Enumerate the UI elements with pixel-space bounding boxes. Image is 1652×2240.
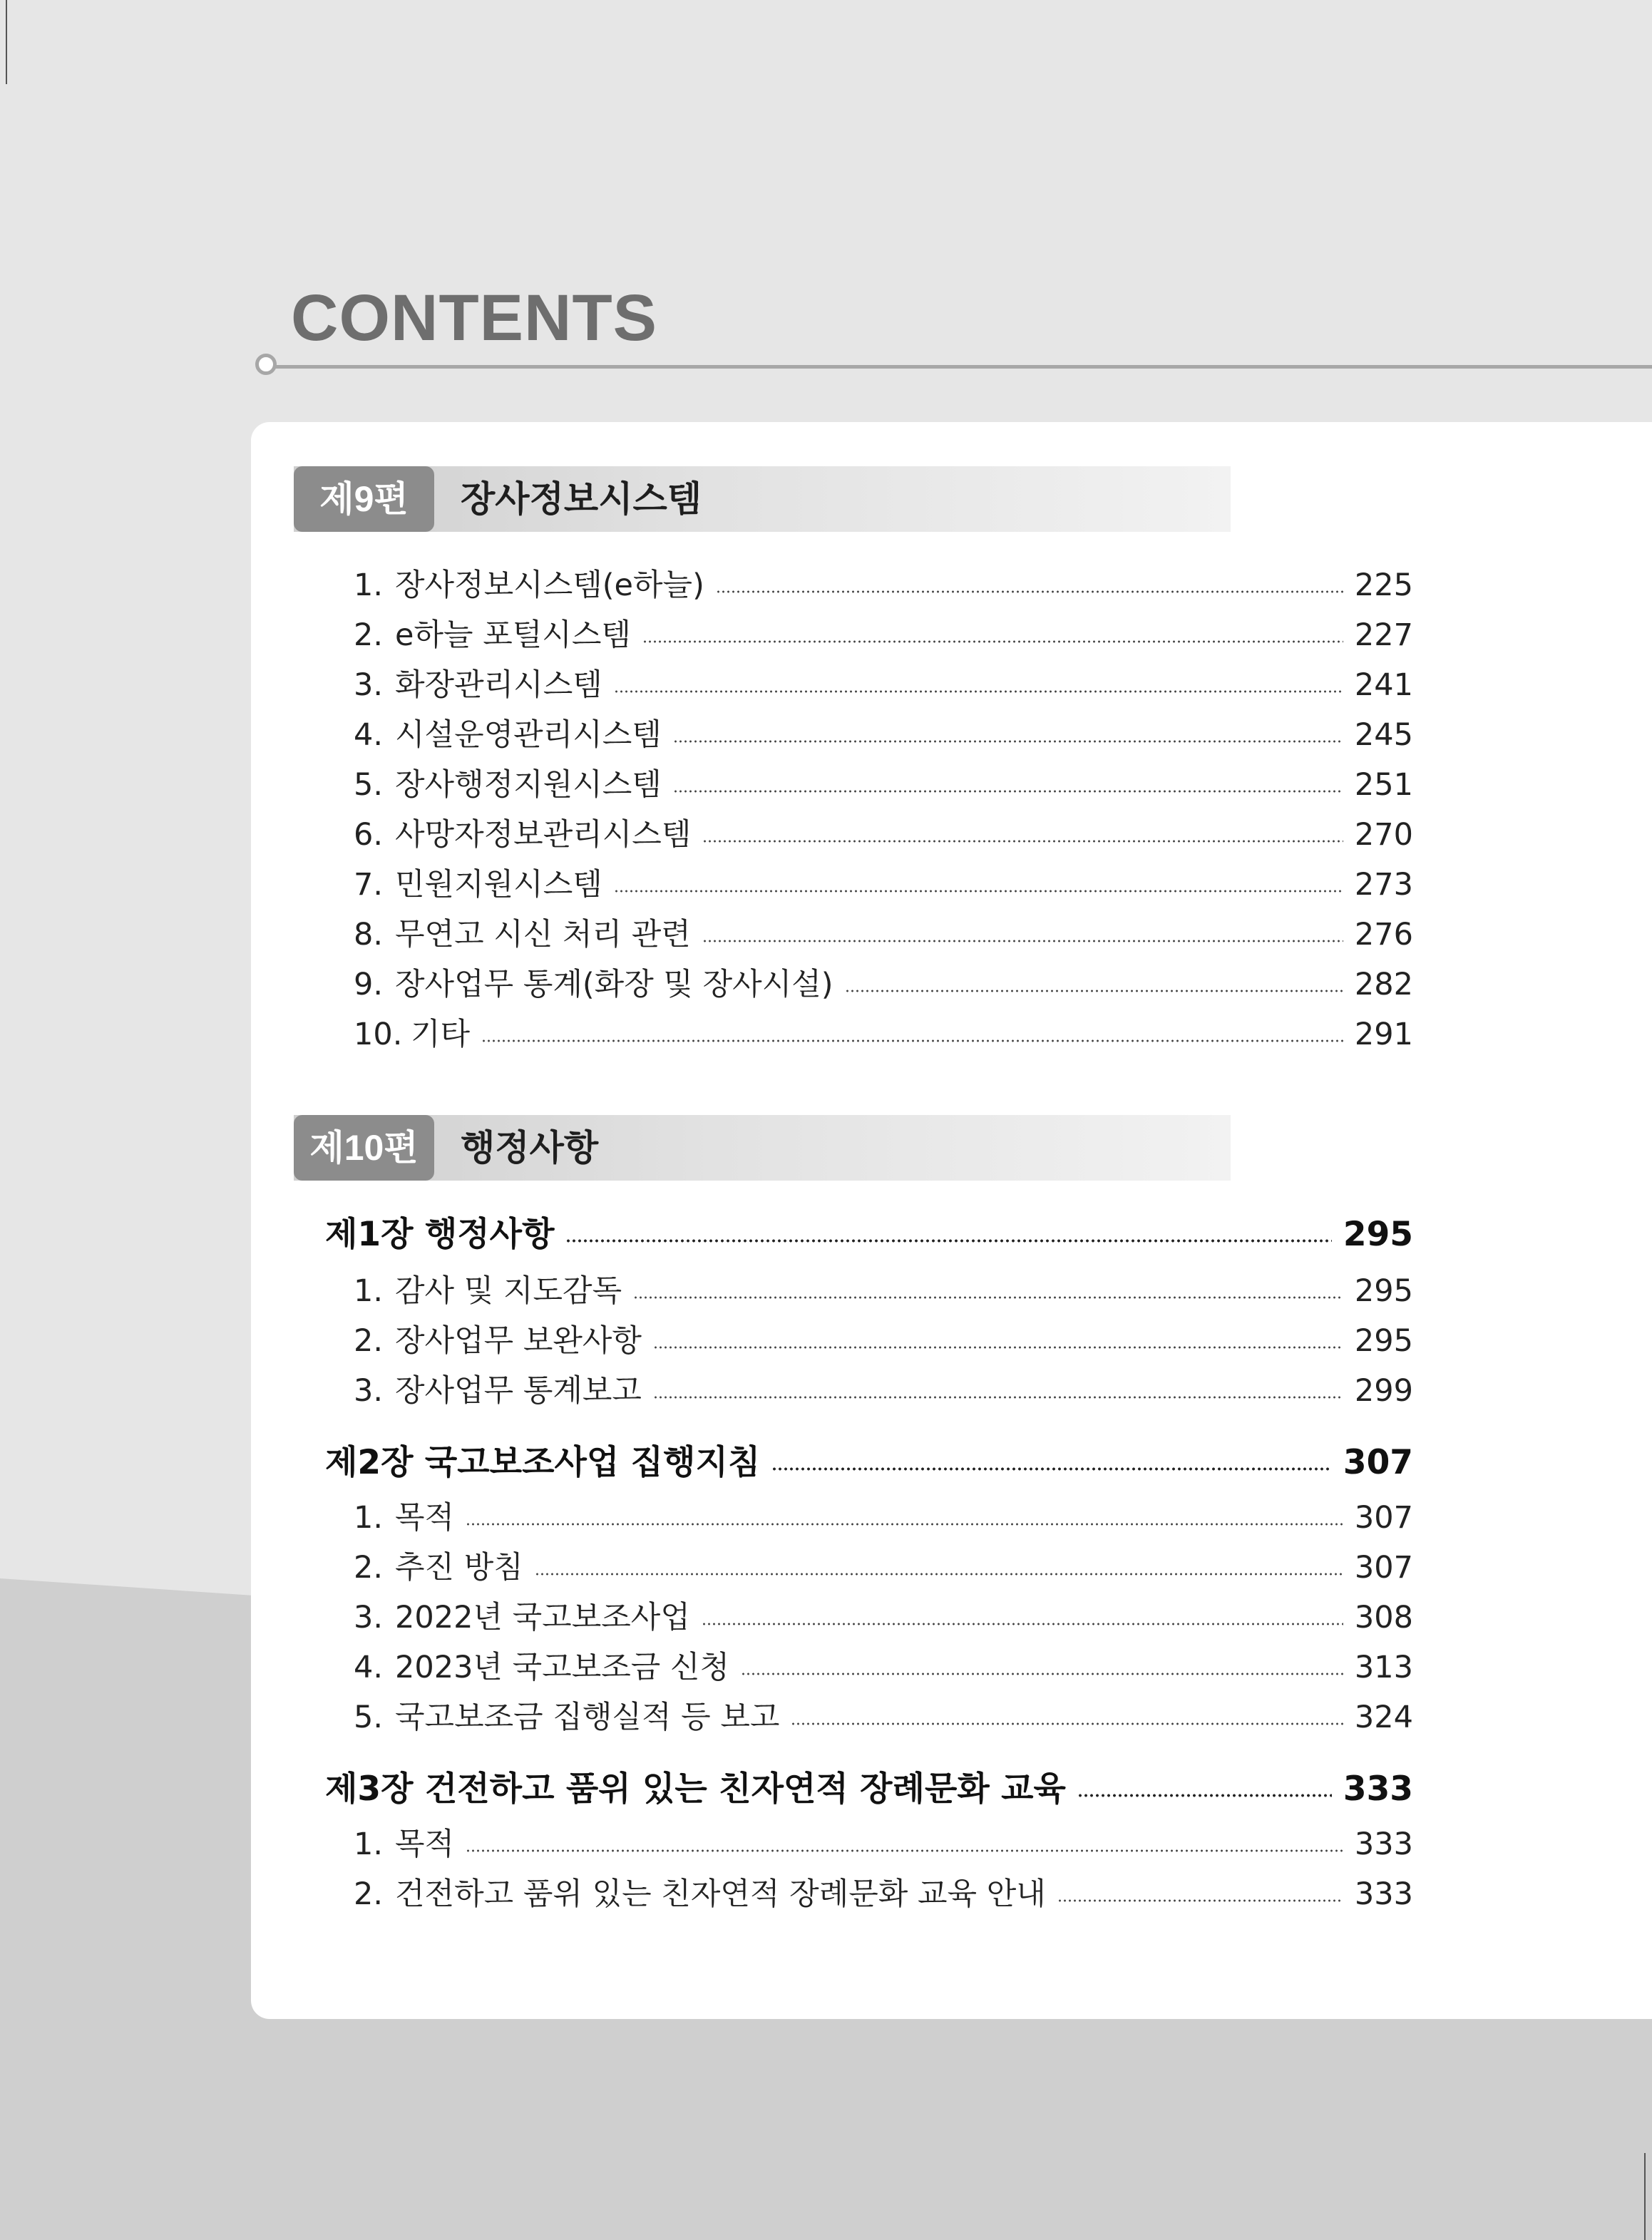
- toc-chapter-label: 제1장 행정사항: [325, 1215, 555, 1254]
- toc-item[interactable]: [354, 617, 1413, 654]
- toc-item-label: 감사 및 지도감독: [395, 1273, 622, 1309]
- toc-item-page: 333: [1354, 1827, 1413, 1862]
- part-badge: 제10편: [294, 1115, 434, 1181]
- dot-leader: [614, 690, 1343, 693]
- dot-leader: [791, 1722, 1343, 1725]
- toc-item-label: e하늘 포털시스템: [395, 617, 631, 653]
- dot-leader: [633, 1296, 1343, 1299]
- dot-leader: [653, 1346, 1343, 1349]
- dot-leader: [1077, 1794, 1332, 1797]
- dot-leader: [653, 1396, 1343, 1399]
- toc-item-page: 282: [1354, 967, 1413, 1002]
- dot-leader: [614, 890, 1343, 893]
- toc-item[interactable]: [354, 1373, 1413, 1410]
- toc-chapter[interactable]: [325, 1769, 1413, 1809]
- toc-item-page: 333: [1354, 1876, 1413, 1912]
- toc-item-page: 307: [1354, 1500, 1413, 1536]
- toc-item-label: 장사정보시스템(e하늘): [395, 567, 704, 603]
- dot-leader: [716, 590, 1343, 593]
- toc-item-number: 8.: [354, 917, 384, 952]
- toc-item[interactable]: [354, 867, 1413, 904]
- dot-leader: [702, 1623, 1343, 1625]
- toc-item[interactable]: [354, 1500, 1413, 1537]
- toc-item-number: 10.: [354, 1017, 403, 1052]
- dot-leader: [535, 1573, 1343, 1576]
- toc-item-label: 기타: [411, 1017, 471, 1052]
- toc-item-label: 추진 방침: [395, 1550, 523, 1586]
- toc-item[interactable]: [354, 1323, 1413, 1360]
- crop-mark-bottom-right: [1644, 2153, 1646, 2240]
- dot-leader: [845, 990, 1343, 992]
- toc-item-number: 3.: [354, 1600, 384, 1635]
- toc-item-label: 건전하고 품위 있는 친자연적 장례문화 교육 안내: [395, 1876, 1046, 1912]
- toc-item-number: 1.: [354, 1273, 384, 1309]
- toc-item-page: 225: [1354, 567, 1413, 603]
- toc-item-number: 2.: [354, 1323, 384, 1359]
- part-badge: 제9편: [294, 466, 434, 532]
- toc-item-page: 324: [1354, 1700, 1413, 1735]
- part-header-bar: [294, 466, 1231, 532]
- crop-mark-top-left: [6, 0, 7, 84]
- dot-leader: [673, 740, 1343, 743]
- dot-leader: [741, 1673, 1343, 1675]
- toc-item-number: 1.: [354, 567, 384, 603]
- toc-item-number: 2.: [354, 617, 384, 653]
- part-title: 장사정보시스템: [461, 478, 702, 520]
- toc-item-label: 2022년 국고보조사업: [395, 1600, 690, 1635]
- toc-chapter-label: 제2장 국고보조사업 집행지침: [325, 1443, 761, 1482]
- dot-leader: [466, 1849, 1343, 1852]
- toc-item-page: 251: [1354, 767, 1413, 803]
- toc-item-page: 291: [1354, 1017, 1413, 1052]
- toc-item-page: 307: [1354, 1550, 1413, 1586]
- toc-item-number: 9.: [354, 967, 384, 1002]
- toc-item[interactable]: [354, 567, 1413, 605]
- toc-item-label: 2023년 국고보조금 신청: [395, 1650, 730, 1685]
- toc-item-number: 4.: [354, 717, 384, 753]
- toc-chapter-page: 333: [1343, 1769, 1413, 1809]
- dot-leader: [481, 1039, 1343, 1042]
- toc-item-page: 308: [1354, 1600, 1413, 1635]
- toc-item-page: 299: [1354, 1373, 1413, 1409]
- part-header-9: [294, 466, 1231, 532]
- toc-item[interactable]: [354, 917, 1413, 954]
- dot-leader: [565, 1239, 1331, 1243]
- toc-item[interactable]: [354, 1600, 1413, 1637]
- toc-item[interactable]: [354, 717, 1413, 754]
- toc-chapter[interactable]: [325, 1443, 1413, 1483]
- toc-item-label: 목적: [395, 1827, 455, 1862]
- toc-item-number: 2.: [354, 1550, 384, 1586]
- toc-item[interactable]: [354, 1827, 1413, 1864]
- toc-item-number: 3.: [354, 667, 384, 703]
- toc-item-page: 245: [1354, 717, 1413, 753]
- toc-item-number: 6.: [354, 817, 384, 853]
- toc-item-label: 화장관리시스템: [395, 667, 602, 703]
- toc-chapter-page: 307: [1343, 1443, 1413, 1482]
- toc-item-page: 295: [1354, 1323, 1413, 1359]
- dot-leader: [702, 840, 1343, 843]
- toc-item-label: 장사행정지원시스템: [395, 767, 662, 803]
- toc-item-page: 270: [1354, 817, 1413, 853]
- toc-item-number: 5.: [354, 767, 384, 803]
- dot-leader: [702, 940, 1343, 942]
- toc-item-number: 7.: [354, 867, 384, 903]
- toc-item-label: 장사업무 통계보고: [395, 1373, 642, 1409]
- toc-item[interactable]: [354, 1017, 1413, 1054]
- toc-item[interactable]: [354, 1550, 1413, 1587]
- toc-item-page: 276: [1354, 917, 1413, 952]
- toc-item-label: 국고보조금 집행실적 등 보고: [395, 1700, 780, 1735]
- toc-item-label: 목적: [395, 1500, 455, 1536]
- toc-chapter[interactable]: [325, 1215, 1413, 1255]
- dot-leader: [673, 790, 1343, 793]
- toc-item-label: 사망자정보관리시스템: [395, 817, 692, 853]
- title-rule: [270, 365, 1652, 369]
- toc-item[interactable]: [354, 1700, 1413, 1737]
- toc-item-number: 2.: [354, 1876, 384, 1912]
- toc-item-page: 295: [1354, 1273, 1413, 1309]
- toc-item[interactable]: [354, 1876, 1413, 1913]
- toc-item-number: 3.: [354, 1373, 384, 1409]
- part-header-10: [294, 1115, 1231, 1181]
- toc-item[interactable]: [354, 1273, 1413, 1310]
- toc-item-label: 시설운영관리시스템: [395, 717, 662, 753]
- toc-item-number: 1.: [354, 1827, 384, 1862]
- toc-item-page: 273: [1354, 867, 1413, 903]
- toc-item-page: 227: [1354, 617, 1413, 653]
- part-title: 행정사항: [461, 1127, 599, 1168]
- toc-item-number: 1.: [354, 1500, 384, 1536]
- toc-chapter-label: 제3장 건전하고 품위 있는 친자연적 장례문화 교육: [325, 1769, 1066, 1809]
- toc-item[interactable]: [354, 817, 1413, 854]
- toc-item[interactable]: [354, 667, 1413, 704]
- toc-item-number: 5.: [354, 1700, 384, 1735]
- dot-leader: [771, 1467, 1332, 1471]
- toc-item-label: 민원지원시스템: [395, 867, 602, 903]
- toc-item-page: 241: [1354, 667, 1413, 703]
- toc-item-page: 313: [1354, 1650, 1413, 1685]
- toc-item-label: 장사업무 통계(화장 및 장사시설): [395, 967, 833, 1002]
- page-title: CONTENTS: [291, 282, 657, 354]
- dot-leader: [1057, 1899, 1343, 1902]
- title-rule-dot: [255, 354, 277, 375]
- toc-item[interactable]: [354, 967, 1413, 1004]
- toc-item-label: 무연고 시신 처리 관련: [395, 917, 691, 952]
- dot-leader: [466, 1523, 1343, 1526]
- toc-item[interactable]: [354, 767, 1413, 804]
- dot-leader: [642, 640, 1343, 643]
- toc-chapter-page: 295: [1343, 1215, 1413, 1254]
- toc-item[interactable]: [354, 1650, 1413, 1687]
- part-header-bar: [294, 1115, 1231, 1181]
- toc-item-label: 장사업무 보완사항: [395, 1323, 642, 1359]
- toc-item-number: 4.: [354, 1650, 384, 1685]
